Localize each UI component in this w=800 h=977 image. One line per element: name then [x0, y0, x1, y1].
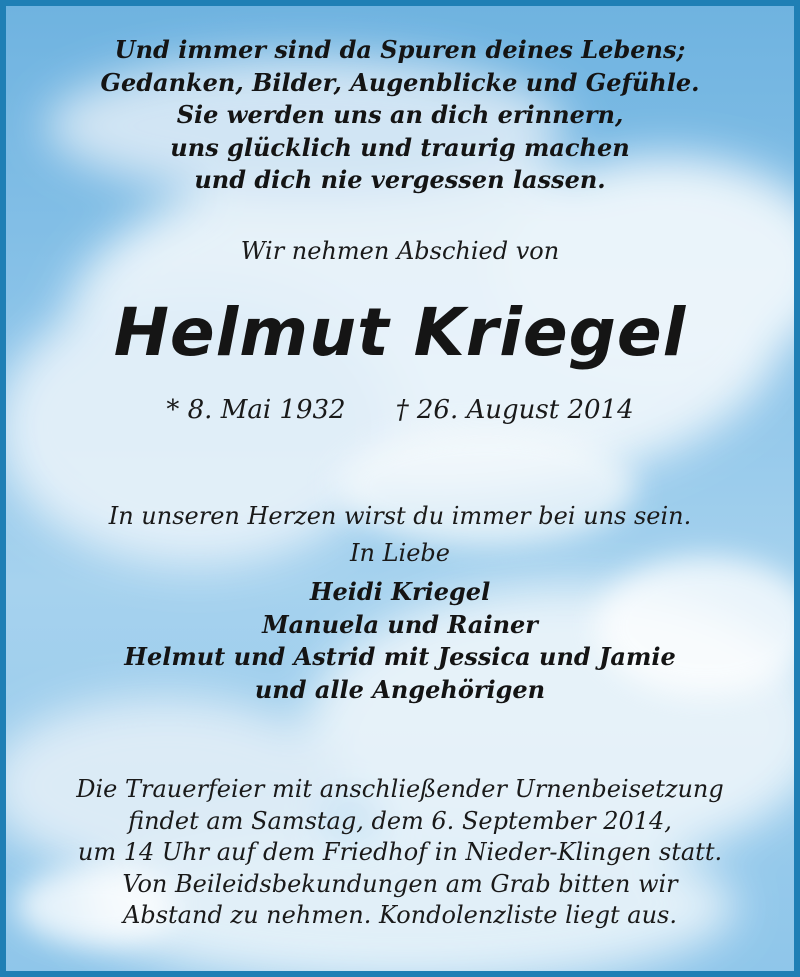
- verse-line: Und immer sind da Spuren deines Lebens;: [114, 35, 686, 64]
- funeral-line: Abstand zu nehmen. Kondolenzliste liegt aus.: [123, 901, 677, 929]
- verse-line: uns glücklich und traurig machen: [170, 132, 630, 162]
- funeral-details: [6, 774, 794, 932]
- mourner-line: Helmut und Astrid mit Jessica und Jamie: [124, 642, 676, 671]
- memorial-verse: [6, 34, 794, 197]
- verse-line: Gedanken, Bilder, Augenblicke und Gefühle.: [100, 67, 700, 97]
- deceased-name: Helmut Kriegel: [113, 294, 687, 371]
- birth-date: * 8. Mai 1932: [166, 395, 346, 425]
- funeral-line: um 14 Uhr auf dem Friedhof in Nieder-Klingen statt.: [77, 838, 723, 866]
- death-date: † 26. August 2014: [395, 395, 634, 425]
- life-dates: [6, 394, 794, 426]
- mourner-line: Manuela und Rainer: [262, 609, 538, 639]
- funeral-line: findet am Samstag, dem 6. September 2014,: [128, 806, 672, 835]
- heart-line: In unseren Herzen wirst du immer bei uns sein.: [108, 502, 692, 530]
- mourner-line: Heidi Kriegel: [309, 577, 491, 606]
- in-love-line: In Liebe: [350, 539, 450, 567]
- funeral-line: Von Beileidsbekundungen am Grab bitten wir: [122, 869, 678, 898]
- verse-line: und dich nie vergessen lassen.: [194, 165, 606, 194]
- notice-content: [6, 6, 794, 971]
- verse-line: Sie werden uns an dich erinnern,: [176, 100, 624, 129]
- mourner-line: und alle Angehörigen: [254, 674, 546, 704]
- funeral-line: Die Trauerfeier mit anschließender Urnenbeisetzung: [76, 775, 724, 803]
- farewell-intro: Wir nehmen Abschied von: [240, 237, 560, 265]
- mourners-list: [6, 576, 794, 706]
